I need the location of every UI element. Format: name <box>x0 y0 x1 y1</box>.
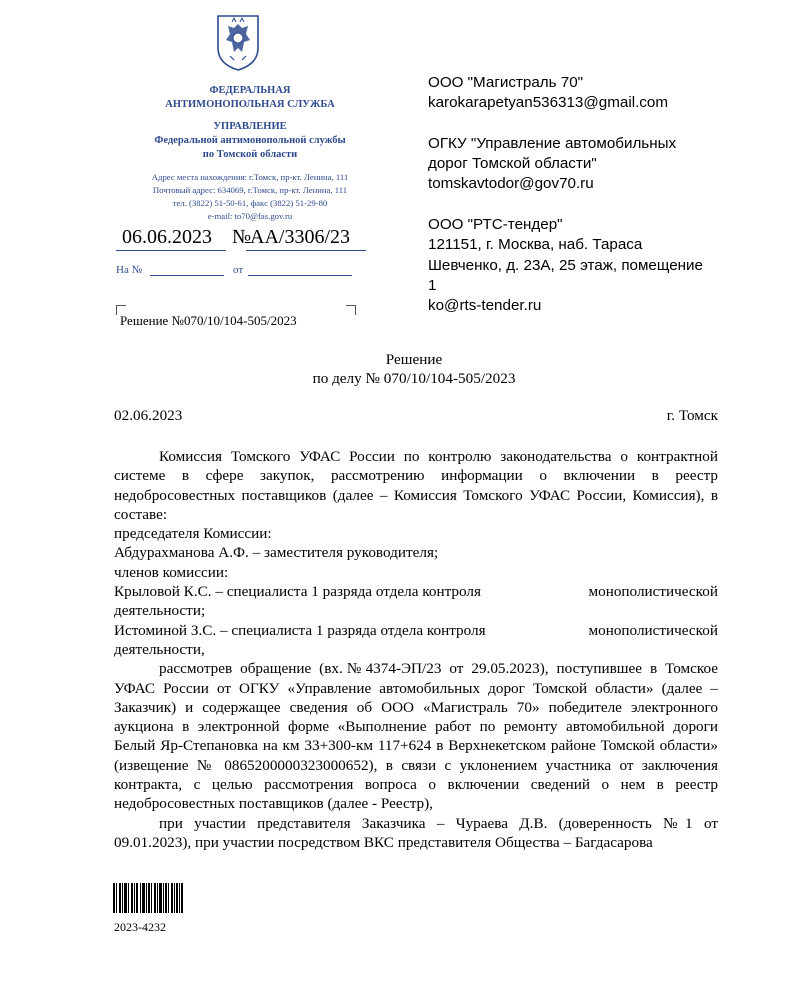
document-title <box>0 350 800 388</box>
addressee-line: ko@rts-tender.ru <box>428 297 542 315</box>
addressee-line: 121151, г. Москва, наб. Тараса <box>428 236 643 254</box>
member2-text-end: монополистической <box>588 621 718 639</box>
chair-name: Абдурахманова А.Ф. – заместителя руководителя; <box>114 544 439 562</box>
member1-text-end: монополистической <box>588 583 718 601</box>
paragraph-participation: при участии представителя Заказчика – Чураева Д.В. (доверенность №1 от 09.01.2023), при участии посредством ВКС представителя Общества – Багдасарова <box>114 814 718 851</box>
member1-continuation: деятельности; <box>114 602 206 620</box>
barcode-number: 2023-4232 <box>114 920 166 934</box>
addressee-line: 1 <box>428 276 437 294</box>
members-label: членов комиссии: <box>114 563 229 581</box>
addressee-line: ОГКУ "Управление автомобильных <box>428 134 677 152</box>
decision-date: 02.06.2023 <box>114 407 183 424</box>
address-line1: Адрес места нахождения: г.Томск, пр-кт. Ленина, 111 <box>151 172 349 182</box>
coat-of-arms-emblem <box>214 14 262 72</box>
title-line2: по делу № 070/10/104-505/2023 <box>312 370 516 387</box>
addressee-2 <box>428 134 728 195</box>
addressee-line: Шевченко, д. 23А, 25 этаж, помещение <box>428 256 703 274</box>
agency-name-line2: АНТИМОНОПОЛЬНАЯ СЛУЖБА <box>165 99 335 110</box>
city: г. Томск <box>666 407 718 424</box>
department-line1: УПРАВЛЕНИЕ <box>213 121 287 132</box>
date-city-line <box>114 407 718 425</box>
registration-date: 06.06.2023 <box>122 226 212 248</box>
addressee-line: karokarapetyan536313@gmail.com <box>428 94 668 112</box>
ot-label: от <box>233 264 244 276</box>
addressee-block <box>428 73 728 337</box>
agency-name-line1: ФЕДЕРАЛЬНАЯ <box>209 85 291 96</box>
member1-text: Крыловой К.С. – специалиста 1 разряда отдела контроля <box>114 583 481 601</box>
department-line3: по Томской области <box>202 149 298 160</box>
phone-line: тел. (3822) 51-50-61, факс (3822) 51-29-80 <box>172 198 328 208</box>
addressee-line: tomskavtodor@gov70.ru <box>428 175 594 193</box>
title-line1: Решение <box>385 351 443 368</box>
addressee-1 <box>428 73 728 114</box>
addressee-3 <box>428 215 728 316</box>
registration-number: АА/3306/23 <box>250 226 350 248</box>
subject-reference: Решение №070/10/104-505/2023 <box>120 313 297 328</box>
addressee-line: ООО "Магистраль 70" <box>428 74 584 91</box>
paragraph-commission: Комиссия Томского УФАС России по контролю законодательства о контрактной системе в сфере закупок, рассмотрению информации о включении в реестр недобросовестных поставщиков (далее – Комиссия Томского УФАС России, Комиссия), в составе: <box>114 448 718 523</box>
department-line2: Федеральной антимонопольной службы <box>154 135 346 146</box>
email-line: e-mail: to70@fas.gov.ru <box>207 211 293 221</box>
na-label: На № <box>116 264 143 276</box>
member2-continuation: деятельности, <box>114 640 205 658</box>
addressee-line: ООО "РТС-тендер" <box>428 216 563 234</box>
number-sign: № <box>232 226 252 248</box>
address-line2: Почтовый адрес: 634069, г.Томск, пр-кт. Ленина, 111 <box>152 185 348 195</box>
addressee-line: дорог Томской области" <box>428 155 597 173</box>
member2-text: Истоминой З.С. – специалиста 1 разряда отдела контроля <box>114 621 486 639</box>
paragraph-appeal: рассмотрев обращение (вх.№4374-ЭП/23 от 29.05.2023), поступившее в Томское УФАС России от ОГКУ «Управление автомобильных дорог Томской области» (далее – Заказчик) и содержащее сведения об ООО «Магистраль 70» победителе электронного аукциона в электронной форме «Выполнение работ по ремонту автомобильной дороги Белый Яр-Степановка на км 33+300-км 117+624 в Верхнекетском районе Томской области» (извещение № 0865200000323000652), в связи с уклонением участника от заключения контракта, с целью рассмотрения вопроса о включении сведений о нем в реестр недобросовестных поставщиков (далее - Реестр), <box>114 660 718 813</box>
chair-label: председателя Комиссии: <box>114 525 272 543</box>
member2-row <box>114 621 718 640</box>
document-body <box>114 447 718 852</box>
member1-row <box>114 582 718 601</box>
barcode <box>113 883 183 913</box>
